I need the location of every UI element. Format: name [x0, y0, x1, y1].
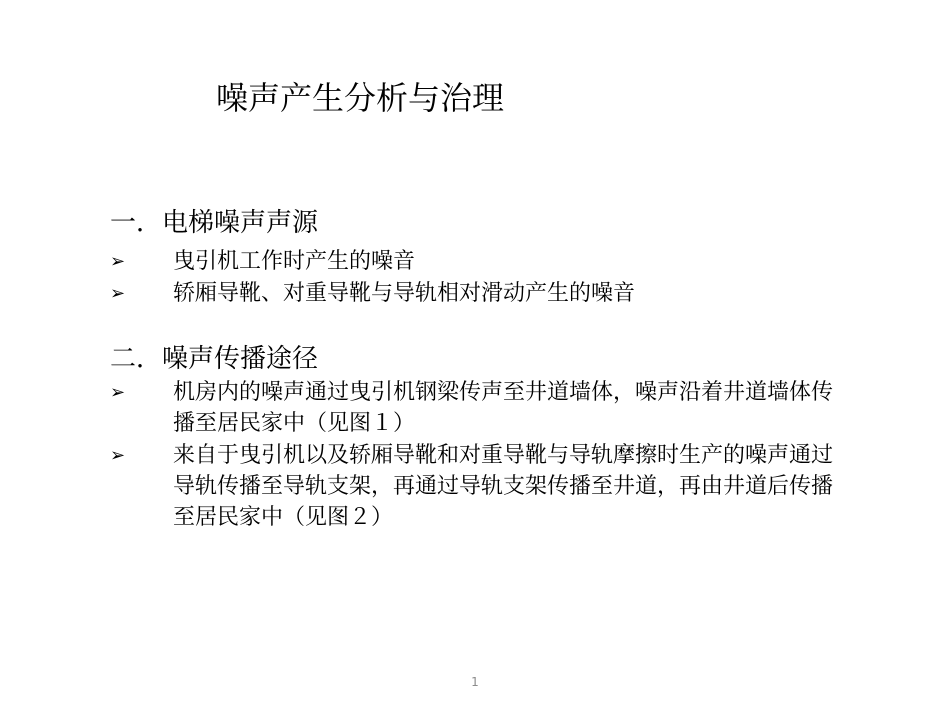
bullet-arrow-icon: ➢ — [110, 283, 126, 304]
bullet-text: 机房内的噪声通过曳引机钢梁传声至井道墙体，噪声沿着井道墙体传播至居民家中（见图１） — [173, 380, 834, 436]
section-heading-noise-propagation: 二．噪声传播途径 — [110, 344, 319, 374]
list-item — [110, 246, 840, 277]
section-heading-noise-sources: 一．电梯噪声声源 — [110, 208, 319, 238]
list-item — [110, 278, 840, 309]
list-item — [110, 440, 840, 533]
bullet-text: 来自于曳引机以及轿厢导靴和对重导靴与导轨摩擦时生产的噪声通过导轨传播至导轨支架，再通过导轨支架传播至井道，再由井道后传播至居民家中（见图２） — [173, 443, 834, 530]
page-number: 1 — [471, 675, 479, 689]
bullet-text: 轿厢导靴、对重导靴与导轨相对滑动产生的噪音 — [173, 281, 636, 306]
bullet-text: 曳引机工作时产生的噪音 — [173, 249, 416, 274]
bullet-arrow-icon: ➢ — [110, 382, 126, 403]
slide-title: 噪声产生分析与治理 — [216, 79, 505, 117]
bullet-arrow-icon: ➢ — [110, 251, 126, 272]
list-item — [110, 377, 840, 439]
bullet-arrow-icon: ➢ — [110, 445, 126, 466]
